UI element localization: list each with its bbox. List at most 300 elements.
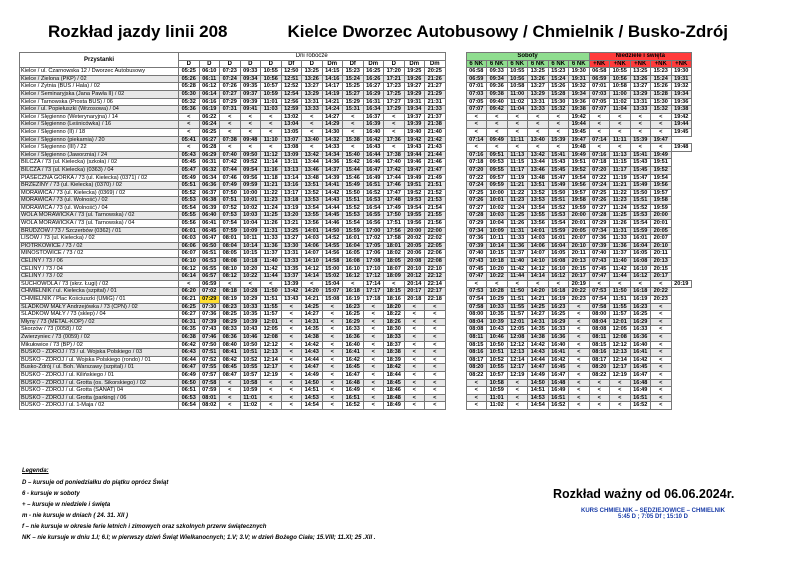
saturday-time: 19:51	[569, 159, 590, 167]
weekday-time: 14:54	[302, 402, 323, 410]
weekday-time: 16:44	[363, 151, 384, 159]
table-row	[20, 75, 692, 83]
weekday-time: 11:36	[261, 242, 282, 250]
weekday-time: <	[220, 280, 241, 288]
weekday-time: <	[404, 326, 425, 334]
weekday-time: <	[363, 356, 384, 364]
saturday-time: 10:01	[487, 197, 508, 205]
weekday-time: 13:37	[281, 273, 302, 281]
weekday-time: 13:11	[281, 159, 302, 167]
saturday-time: <	[507, 121, 528, 129]
weekday-time: <	[384, 144, 405, 152]
weekday-time: 21:54	[425, 204, 446, 212]
sunday-time: 11:24	[610, 204, 631, 212]
sunday-time: <	[651, 387, 672, 395]
sunday-time: 20:19	[671, 280, 692, 288]
saturday-time: 20:10	[569, 242, 590, 250]
table-row	[20, 144, 692, 152]
weekday-time: 21:55	[425, 212, 446, 220]
weekday-time: <	[281, 318, 302, 326]
legend-line: f – nie kursuje w okresie ferie letnich i zimowych oraz szkolnych przerw świątecznych	[22, 524, 267, 530]
saturday-time: 19:44	[569, 121, 590, 129]
weekday-time: 08:36	[220, 333, 241, 341]
saturday-time: <	[528, 121, 549, 129]
table-row	[20, 326, 692, 334]
saturday-mark: 6 NK	[487, 60, 508, 68]
weekday-time: 16:23	[343, 303, 364, 311]
sunday-time: 11:00	[610, 90, 631, 98]
saturday-time: 07:43	[466, 258, 487, 266]
stop-name: BUSKO - ZDRÓJ / ul. 1-Maja / 02	[20, 402, 179, 410]
weekday-time: <	[281, 379, 302, 387]
saturday-time: 10:50	[487, 341, 508, 349]
weekday-time: 10:43	[240, 326, 261, 334]
weekday-time: 11:03	[261, 106, 282, 114]
stop-name: Kielce / Żytnia (BUS / Hala) / 02	[20, 83, 179, 91]
weekday-time: <	[404, 318, 425, 326]
weekday-time: 16:51	[343, 394, 364, 402]
weekday-time: 14:01	[302, 227, 323, 235]
sunday-time: 19:59	[651, 204, 672, 212]
weekday-time: 19:42	[404, 136, 425, 144]
weekday-time: 19:55	[404, 212, 425, 220]
weekday-time: 19:31	[404, 98, 425, 106]
weekday-time: 11:22	[261, 189, 282, 197]
saturday-time: 07:40	[466, 250, 487, 258]
saturday-time: 16:04	[548, 242, 569, 250]
weekday-time: <	[322, 318, 343, 326]
weekday-time: <	[363, 394, 384, 402]
sunday-time: 20:17	[651, 273, 672, 281]
weekday-time: 11:33	[261, 235, 282, 243]
saturday-time: 19:56	[569, 182, 590, 190]
weekday-time: 06:27	[179, 311, 200, 319]
weekday-time: 11:24	[261, 204, 282, 212]
weekday-time: 11:37	[261, 250, 282, 258]
weekday-time: 05:32	[179, 98, 200, 106]
sunday-time: 16:08	[630, 258, 651, 266]
weekday-time: <	[322, 394, 343, 402]
weekday-time: <	[363, 371, 384, 379]
sunday-time: 20:05	[651, 227, 672, 235]
weekday-time: 14:58	[322, 258, 343, 266]
weekday-time: 15:42	[343, 159, 364, 167]
table-row	[20, 265, 692, 273]
weekday-mark: Dm	[425, 60, 446, 68]
weekday-time: 09:50	[240, 151, 261, 159]
weekday-time: 17:02	[363, 235, 384, 243]
saturday-time: <	[487, 121, 508, 129]
sunday-time: 15:30	[651, 98, 672, 106]
weekday-time: 14:44	[302, 356, 323, 364]
weekday-time: 13:33	[281, 258, 302, 266]
sunday-time: 20:23	[651, 296, 672, 304]
saturday-time: 11:00	[507, 90, 528, 98]
weekday-time: <	[302, 121, 323, 129]
sunday-time: <	[651, 371, 672, 379]
saturday-time: 07:27	[466, 204, 487, 212]
weekday-time: <	[322, 402, 343, 410]
sunday-time: 07:58	[589, 303, 610, 311]
sunday-time: 15:45	[630, 166, 651, 174]
table-row	[20, 341, 692, 349]
sunday-time: 16:36	[630, 333, 651, 341]
weekday-mark: D	[261, 60, 282, 68]
weekday-time: 16:48	[343, 379, 364, 387]
sunday-time: 19:48	[671, 144, 692, 152]
saturday-time: 13:27	[528, 83, 549, 91]
weekday-time: 08:25	[220, 311, 241, 319]
weekday-time: <	[363, 379, 384, 387]
table-row	[20, 242, 692, 250]
weekday-time: <	[404, 379, 425, 387]
weekday-time: <	[220, 144, 241, 152]
saturday-time: 19:47	[569, 136, 590, 144]
table-row	[20, 83, 692, 91]
saturday-time: 11:50	[507, 288, 528, 296]
weekday-time: 17:51	[384, 220, 405, 228]
weekday-time: 16:42	[363, 136, 384, 144]
weekday-time: 17:18	[363, 296, 384, 304]
weekday-time: 21:31	[425, 98, 446, 106]
saturday-time: 12:08	[507, 333, 528, 341]
weekday-time: 06:29	[199, 151, 220, 159]
sunday-time: 07:43	[589, 258, 610, 266]
saturday-time: <	[487, 280, 508, 288]
weekday-time: 11:23	[261, 197, 282, 205]
weekday-time: 10:28	[240, 288, 261, 296]
stop-name: CHMIELNIK / ul. Kielecka (szpital) / 01	[20, 288, 179, 296]
weekday-time: 19:47	[404, 166, 425, 174]
stop-name: Kielce / Zielona (PKP) / 02	[20, 75, 179, 83]
weekday-time: 20:18	[404, 296, 425, 304]
saturday-time: 10:55	[507, 68, 528, 76]
weekday-time: 19:49	[404, 174, 425, 182]
table-row	[20, 318, 692, 326]
weekday-time: 17:20	[384, 68, 405, 76]
weekday-time: 16:01	[343, 235, 364, 243]
weekday-time: <	[322, 326, 343, 334]
table-row	[20, 128, 692, 136]
weekday-time: 18:26	[384, 318, 405, 326]
weekday-time: 18:22	[384, 311, 405, 319]
weekday-time: 17:10	[363, 265, 384, 273]
weekday-time: 08:47	[220, 371, 241, 379]
weekday-time: 06:57	[199, 273, 220, 281]
weekday-time: 05:53	[179, 197, 200, 205]
weekday-time: 14:37	[322, 166, 343, 174]
weekday-time: 15:31	[343, 106, 364, 114]
weekday-time: 21:38	[425, 121, 446, 129]
sunday-mark: +NK	[630, 60, 651, 68]
saturday-time: <	[528, 128, 549, 136]
sunday-time: 19:45	[671, 128, 692, 136]
sunday-time: 19:44	[671, 121, 692, 129]
weekday-time: <	[322, 303, 343, 311]
weekday-time: <	[404, 394, 425, 402]
sunday-time: 16:18	[630, 288, 651, 296]
saturday-time: <	[569, 402, 590, 410]
sunday-time: <	[610, 379, 631, 387]
saturday-time: 07:45	[466, 265, 487, 273]
table-row	[20, 68, 692, 76]
sunday-time: 20:01	[651, 220, 672, 228]
weekday-time: 07:58	[199, 379, 220, 387]
weekday-time: 11:01	[261, 98, 282, 106]
stop-name: CELINY / 73 / 02	[20, 273, 179, 281]
table-row	[20, 364, 692, 372]
sunday-time: 12:19	[610, 371, 631, 379]
sunday-time: 07:01	[589, 83, 610, 91]
weekday-time: 10:59	[240, 387, 261, 395]
weekday-time: 06:34	[199, 174, 220, 182]
saturday-time: 11:01	[487, 394, 508, 402]
weekday-time: 06:51	[199, 250, 220, 258]
saturday-time: <	[466, 128, 487, 136]
weekday-time: 16:37	[363, 113, 384, 121]
weekday-time: 14:50	[302, 379, 323, 387]
weekday-time: 13:08	[281, 144, 302, 152]
saturday-time: 20:15	[569, 265, 590, 273]
sunday-time: <	[651, 364, 672, 372]
weekday-time: <	[302, 128, 323, 136]
weekday-time: 10:02	[240, 204, 261, 212]
weekday-time: <	[363, 341, 384, 349]
weekday-time: 10:51	[240, 349, 261, 357]
saturday-time: <	[507, 128, 528, 136]
weekday-time: <	[404, 387, 425, 395]
timetable	[19, 52, 692, 410]
weekday-time: 09:56	[240, 174, 261, 182]
weekday-time: 16:54	[363, 204, 384, 212]
saturday-time: 10:51	[487, 349, 508, 357]
weekday-time: <	[220, 121, 241, 129]
weekday-time: <	[179, 280, 200, 288]
weekday-time: <	[240, 128, 261, 136]
weekday-time: 15:50	[343, 189, 364, 197]
weekday-time: 10:39	[240, 318, 261, 326]
weekday-mark: D	[179, 60, 200, 68]
saturday-time: 14:54	[528, 402, 549, 410]
saturday-time: 10:22	[487, 273, 508, 281]
weekday-time: 05:51	[179, 182, 200, 190]
sunday-time: <	[610, 144, 631, 152]
weekday-time: 22:18	[425, 296, 446, 304]
sunday-time: <	[651, 379, 672, 387]
saturday-time: 16:25	[548, 311, 569, 319]
legend-line: + – kursuje w niedziele i święta	[22, 502, 111, 508]
sunday-time: 11:50	[610, 288, 631, 296]
weekday-time: 05:30	[179, 90, 200, 98]
saturday-mark: 6 NK	[569, 60, 590, 68]
table-row	[20, 98, 692, 106]
weekday-time: 10:01	[240, 197, 261, 205]
sunday-time: 07:27	[589, 204, 610, 212]
saturday-time: 11:25	[507, 212, 528, 220]
weekday-time: 07:40	[220, 151, 241, 159]
weekday-time: 15:04	[322, 280, 343, 288]
weekday-time: 07:02	[199, 288, 220, 296]
saturday-time: 09:40	[487, 98, 508, 106]
weekday-time: 14:39	[322, 174, 343, 182]
weekday-time: 19:40	[404, 128, 425, 136]
sunday-time: 08:04	[589, 318, 610, 326]
stop-name: ŚLADKÓW MAŁY / 73 (sklep) / 04	[20, 311, 179, 319]
sunday-time: 16:42	[630, 356, 651, 364]
weekday-time: <	[261, 379, 282, 387]
weekday-time: 21:56	[425, 220, 446, 228]
saturday-time: 19:36	[569, 98, 590, 106]
sunday-time: <	[610, 128, 631, 136]
weekday-time: 06:12	[179, 265, 200, 273]
weekday-time: <	[425, 402, 446, 410]
weekday-time: 18:02	[384, 250, 405, 258]
saturday-time: <	[548, 128, 569, 136]
weekday-time: 22:12	[425, 273, 446, 281]
saturday-time: 08:22	[466, 371, 487, 379]
kurs-times: 5:45 D ; 7:05 Df ; 15:10 D	[617, 514, 689, 520]
legend-line: NK – nie kursuje w dniu 1.I; 6.I; w pierwszy dzień Świąt Wielkanocnych; 1.V; 3.V; w dzień Bożego Ciała; 15.VIII; 11.XI; 25 .XII .	[22, 535, 376, 541]
saturday-time: 14:42	[528, 341, 549, 349]
table-row	[20, 258, 692, 266]
weekday-time: 12:17	[261, 364, 282, 372]
weekday-time: <	[179, 128, 200, 136]
weekday-time: 20:00	[404, 227, 425, 235]
table-row	[20, 311, 692, 319]
weekday-time: 18:39	[384, 356, 405, 364]
weekday-time: 06:20	[179, 288, 200, 296]
weekday-time: 16:39	[363, 121, 384, 129]
weekday-time: 14:27	[322, 113, 343, 121]
saturday-time: 15:32	[548, 106, 569, 114]
weekday-time: 14:32	[322, 136, 343, 144]
saturday-time: <	[569, 394, 590, 402]
sunday-time: 16:12	[630, 273, 651, 281]
saturday-time: 13:56	[528, 220, 549, 228]
weekday-time: 16:25	[343, 311, 364, 319]
sunday-time: <	[610, 113, 631, 121]
weekday-time: 20:05	[404, 242, 425, 250]
stop-name: WOLA MORAWICKA / 73 (ul. Tarnowska) / 02	[20, 212, 179, 220]
weekday-time: 13:31	[281, 250, 302, 258]
saturday-time: 11:26	[507, 220, 528, 228]
saturday-time: 13:54	[528, 204, 549, 212]
sunday-time: 07:47	[589, 273, 610, 281]
weekday-time: 07:50	[199, 341, 220, 349]
weekday-time: <	[425, 311, 446, 319]
sunday-time: 20:22	[651, 288, 672, 296]
weekday-time: 07:52	[199, 356, 220, 364]
weekday-time: 17:08	[363, 258, 384, 266]
sunday-time: 10:58	[610, 83, 631, 91]
weekday-time: 16:33	[343, 326, 364, 334]
weekday-time: 13:31	[302, 98, 323, 106]
weekday-time: 12:05	[261, 326, 282, 334]
weekday-time: 18:45	[384, 379, 405, 387]
weekday-mark: Dm	[363, 60, 384, 68]
weekday-time: 12:13	[261, 349, 282, 357]
weekday-time: <	[384, 280, 405, 288]
weekday-time: 19:46	[404, 159, 425, 167]
saturday-time: 11:36	[507, 242, 528, 250]
saturday-time: <	[548, 121, 569, 129]
weekday-time: 12:01	[261, 318, 282, 326]
saturday-time: 16:52	[548, 402, 569, 410]
weekday-time: 08:10	[220, 265, 241, 273]
saturday-time: 13:26	[528, 75, 549, 83]
weekday-time: 10:11	[240, 235, 261, 243]
sunday-time: 19:38	[671, 106, 692, 114]
saturday-time: <	[466, 144, 487, 152]
weekday-time: 19:27	[404, 83, 425, 91]
weekday-time: 11:51	[261, 296, 282, 304]
weekday-time: 16:10	[343, 265, 364, 273]
weekday-mark: Dm	[322, 60, 343, 68]
weekday-time: 06:11	[199, 75, 220, 83]
sunday-time: <	[589, 394, 610, 402]
weekday-time: <	[363, 333, 384, 341]
weekday-time: 14:51	[302, 387, 323, 395]
weekday-time: 12:19	[261, 371, 282, 379]
saturday-time: <	[507, 113, 528, 121]
saturday-time: 11:57	[507, 311, 528, 319]
weekday-time: 07:53	[220, 212, 241, 220]
sunday-time: 11:40	[610, 258, 631, 266]
stop-name: BUSKO - ZDRÓJ / ul. Grotta (parking) / 06	[20, 394, 179, 402]
weekday-time: 07:54	[220, 220, 241, 228]
sunday-time: 16:45	[630, 364, 651, 372]
weekday-time: 16:55	[363, 212, 384, 220]
saturday-time: 14:50	[528, 379, 549, 387]
saturday-time: 19:58	[569, 197, 590, 205]
weekday-time: 14:27	[302, 311, 323, 319]
table-row	[20, 121, 692, 129]
validity-date: Rozkład ważny od 06.06.2024r.	[553, 487, 735, 501]
weekday-time: <	[343, 121, 364, 129]
weekday-time: 14:20	[302, 288, 323, 296]
sunday-time: 08:15	[589, 341, 610, 349]
saturday-time: 15:28	[548, 90, 569, 98]
saturday-time: 16:41	[548, 349, 569, 357]
weekday-time: 19:44	[404, 151, 425, 159]
saturday-time: 16:36	[548, 333, 569, 341]
stop-name: MORAWICA / 73 (ul. Kielecka) (0369) / 02	[20, 189, 179, 197]
weekday-time: <	[363, 349, 384, 357]
weekday-time: 13:14	[281, 174, 302, 182]
saturday-time: 15:53	[548, 212, 569, 220]
weekday-time: 19:29	[404, 90, 425, 98]
saturday-time: <	[528, 144, 549, 152]
weekday-time: 16:52	[363, 189, 384, 197]
weekday-time: 06:59	[199, 280, 220, 288]
weekday-time: 08:05	[220, 250, 241, 258]
sunday-time: 20:13	[651, 258, 672, 266]
weekday-time: 13:54	[302, 204, 323, 212]
saturday-time: 14:53	[528, 394, 549, 402]
weekday-time: 08:18	[220, 288, 241, 296]
weekday-time: 06:25	[199, 128, 220, 136]
weekday-time: 17:00	[363, 227, 384, 235]
weekday-time: 07:57	[199, 371, 220, 379]
weekday-time: 18:38	[384, 349, 405, 357]
table-row	[20, 303, 692, 311]
sunday-time: 07:05	[589, 98, 610, 106]
saturday-time: 14:10	[528, 258, 549, 266]
weekday-time: 09:35	[240, 83, 261, 91]
weekday-time: 15:38	[343, 136, 364, 144]
saturday-time: 14:06	[528, 242, 549, 250]
weekday-time: 16:08	[343, 258, 364, 266]
